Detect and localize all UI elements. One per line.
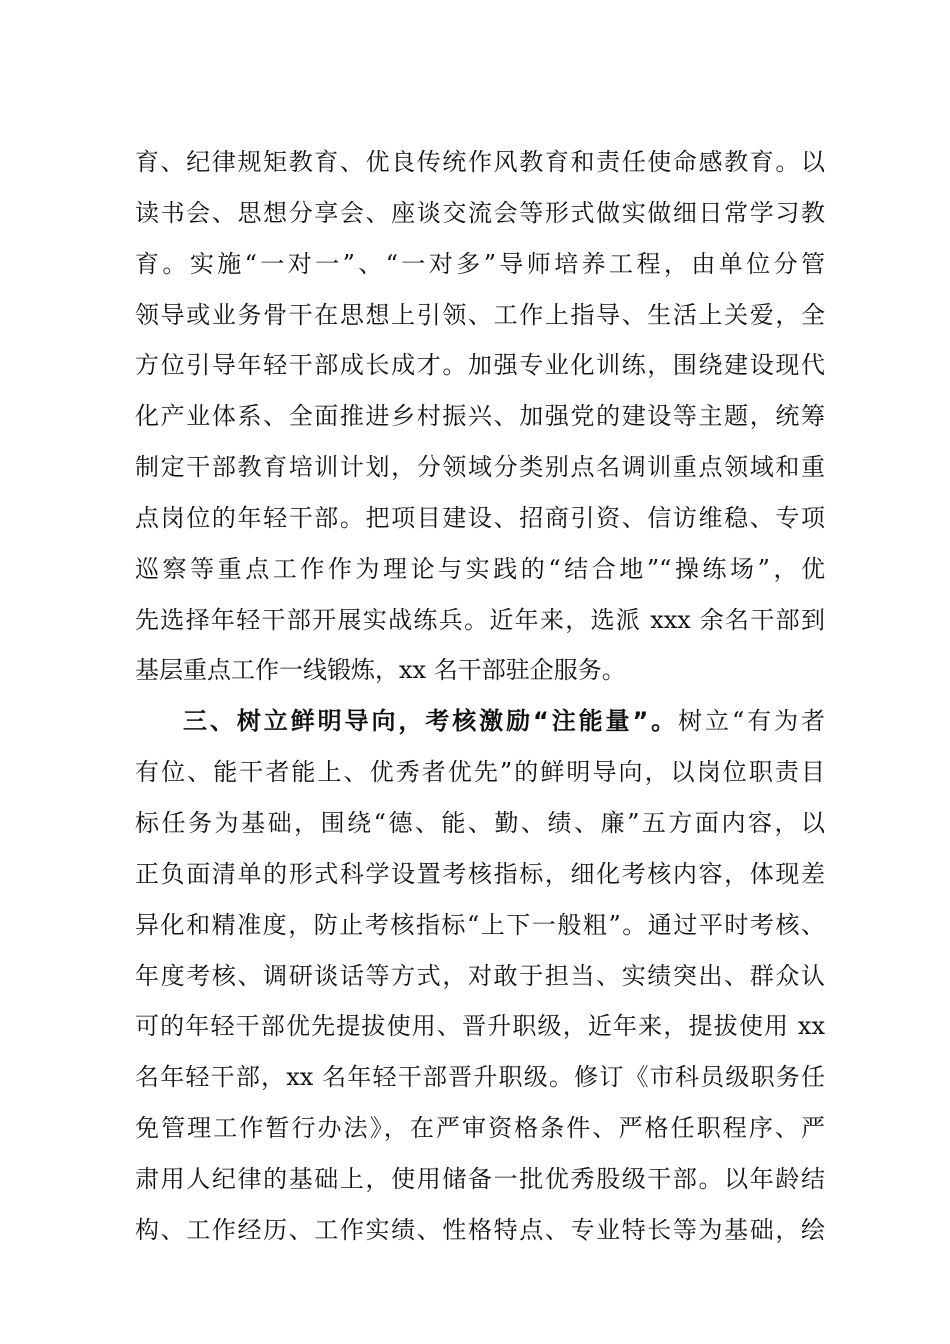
text-line: 异化和精准度，防止考核指标“上下一般粗”。通过平时考核、 [135,910,825,939]
text-line: 制定干部教育培训计划，分领域分类别点名调训重点领域和重 [135,453,825,482]
text-line: 方位引导年轻干部成长成才。加强专业化训练，围绕建设现代 [135,351,825,380]
section-heading: 三、树立鲜明导向，考核激励“注能量”。 [183,707,679,736]
text-line: 化产业体系、全面推进乡村振兴、加强党的建设等主题，统筹 [135,402,825,431]
body-text [135,137,825,1256]
text-line: 正负面清单的形式科学设置考核指标，细化考核内容，体现差 [135,859,825,888]
text-line: 可的年轻干部优先提拔使用、晋升职级，近年来，提拔使用 xx [135,1012,825,1041]
text-line: 点岗位的年轻干部。把项目建设、招商引资、信访维稳、专项 [135,503,825,532]
heading-line-text: 树立“有为者 [678,707,825,736]
text-line: 标任务为基础，围绕“德、能、勤、绩、廉”五方面内容，以 [135,808,825,837]
text-line: 有位、能干者能上、优秀者优先”的鲜明导向，以岗位职责目 [135,758,825,787]
text-line: 先选择年轻干部开展实战练兵。近年来，选派 xxx 余名干部到 [135,605,825,634]
text-line: 构、工作经历、工作实绩、性格特点、专业特长等为基础，绘 [135,1215,825,1244]
section-heading-line [135,696,825,747]
text-line: 育。实施“一对一”、“一对多”导师培养工程，由单位分管 [135,249,825,278]
text-line: 育、纪律规矩教育、优良传统作风教育和责任使命感教育。以 [135,148,825,176]
text-line: 名年轻干部，xx 名年轻干部晋升职级。修订《市科员级职务任 [135,1063,825,1092]
text-line: 读书会、思想分享会、座谈交流会等形式做实做细日常学习教 [135,198,825,227]
paragraph-training [135,137,825,696]
text-line: 肃用人纪律的基础上，使用储备一批优秀股级干部。以年龄结 [135,1164,825,1193]
paragraph-assessment [135,696,825,1255]
text-line: 免管理工作暂行办法》，在严审资格条件、严格任职程序、严 [135,1114,825,1143]
text-line: 巡察等重点工作作为理论与实践的“结合地”“操练场”，优 [135,554,825,583]
text-line: 领导或业务骨干在思想上引领、工作上指导、生活上关爱，全 [135,300,825,329]
text-line: 年度考核、调研谈话等方式，对敢于担当、实绩突出、群众认 [135,961,825,990]
text-line: 基层重点工作一线锻炼，xx 名干部驻企服务。 [135,656,626,685]
